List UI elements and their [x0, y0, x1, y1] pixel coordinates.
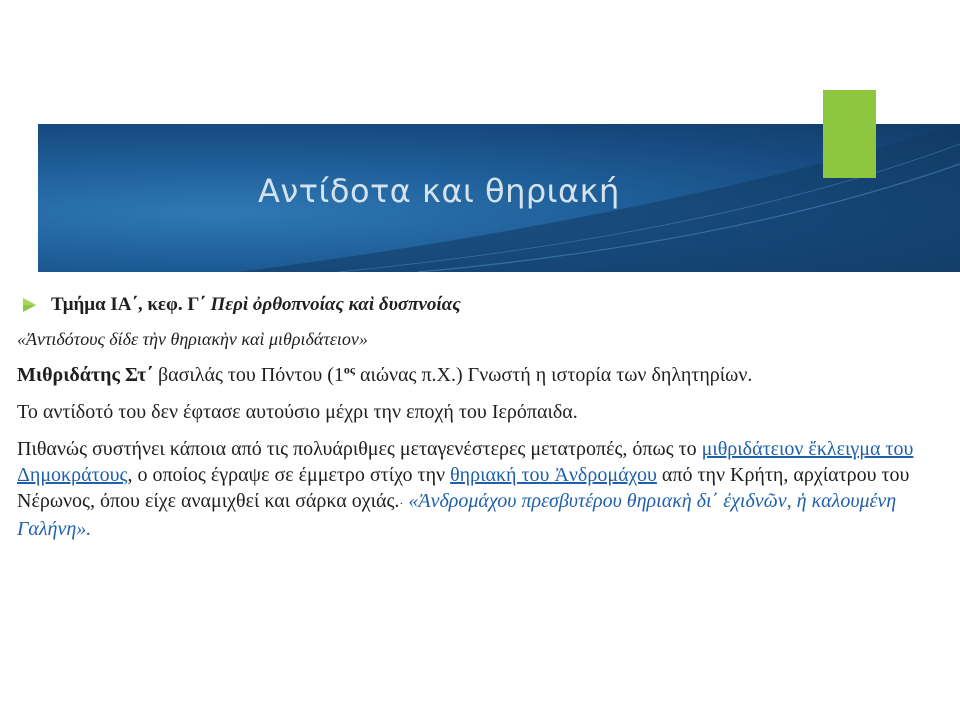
- andromachus-quote: «Ἀνδρομάχου πρεσβυτέρου θηριακὴ δι΄ ἐχιδνῶν, ἡ καλουμένη Γαλήνη».: [17, 490, 897, 540]
- paragraph-theriac: [17, 436, 922, 542]
- heading-italic-title: Περὶ ὀρθοπνοίας καὶ δυσπνοίας: [210, 294, 461, 315]
- triangle-arrow-icon: [21, 297, 37, 313]
- p3-text-b: , ο οποίος έγραψε σε έμμετρο στίχο την: [127, 464, 451, 486]
- section-heading: [51, 292, 461, 318]
- bullet-item: [21, 292, 922, 318]
- mithridates-name: Μιθριδάτης Στ΄: [17, 364, 153, 386]
- p3-separator: ·: [399, 496, 404, 510]
- p3-text-c: από την Κρήτη, αρχίατρου του Νέρωνος, όπου είχε αναμιχθεί και σάρκα οχιάς.: [17, 464, 910, 512]
- link-theriaki-andromachou[interactable]: θηριακή του Ἀνδρομάχου: [450, 464, 657, 486]
- p1-text-b: αιώνας π.Χ.) Γνωστή η ιστορία των δηλητηρίων.: [354, 364, 753, 386]
- paragraph-mithridates: [17, 362, 922, 388]
- paragraph-antidote: Το αντίδοτό του δεν έφτασε αυτούσιο μέχρι την εποχή του Ιερόπαιδα.: [17, 401, 578, 423]
- slide-body: [17, 292, 922, 542]
- accent-bar: [823, 90, 876, 178]
- p3-text-a: Πιθανώς συστήνει κάποια από τις πολυάριθμες μεταγενέστερες μετατροπές, όπως το: [17, 438, 702, 460]
- ordinal-suffix: ος: [343, 362, 355, 377]
- link-mithridateion-ekleigma[interactable]: μιθριδάτειον ἔκλειγμα του Δημοκράτους: [17, 438, 914, 486]
- heading-reference: Τμήμα ΙΑ΄, κεφ. Γ΄: [51, 294, 211, 315]
- p1-text-a: βασιλάς του Πόντου (1: [152, 364, 344, 386]
- quote-line: «Ἀντιδότους δίδε τὴν θηριακὴν καὶ μιθριδάτειον»: [17, 329, 368, 349]
- slide-title: Αντίδοτα και θηριακή: [258, 172, 620, 210]
